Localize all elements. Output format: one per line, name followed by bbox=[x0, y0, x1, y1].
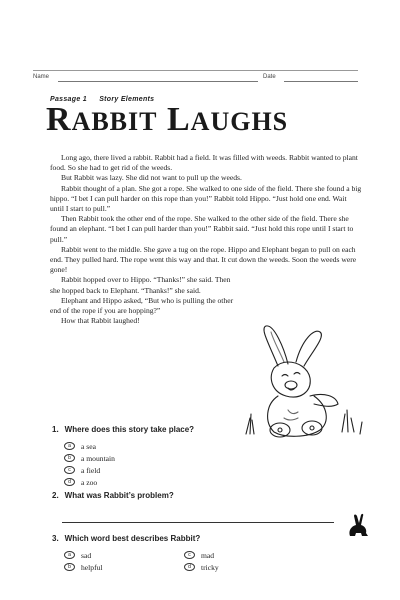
answer-option[interactable]: b helpful bbox=[64, 561, 103, 573]
story-paragraph: How that Rabbit laughed! bbox=[61, 316, 140, 326]
story-text bbox=[50, 153, 362, 326]
answer-option[interactable]: d a zoo bbox=[64, 476, 115, 488]
story-paragraph: Elephant and Hippo asked, “But who is pulling the other end of the rope if you are hopping?” bbox=[50, 295, 234, 316]
passage-number: Passage 1 bbox=[50, 96, 87, 103]
story-paragraph: Rabbit went to the middle. She gave a tug on the rope. Hippo and Elephant began to pull on each end. They pulled hard. The rope went this way and that. It cut down the weeds. Soon the weeds were gone! bbox=[50, 244, 357, 275]
question-1-options bbox=[64, 440, 115, 488]
question-3: 3. Which word best describes Rabbit? bbox=[52, 534, 201, 543]
answer-bubble[interactable]: b bbox=[64, 563, 75, 571]
answer-bubble[interactable]: b bbox=[64, 454, 75, 462]
question-3-options-right bbox=[184, 549, 219, 573]
story-paragraph: Then Rabbit took the other end of the rope. She walked to the other side of the field. There she found an elephant. “I bet I can pull harder than you!” Rabbit said. “Just hold this rope until I start to pull.” bbox=[50, 214, 354, 244]
story-paragraph: Rabbit thought of a plan. She got a rope. She walked to one side of the field. There she found a big hippo. “I bet I can pull harder on this rope than you!” Rabbit told Hippo. “Just hold one end. Wait until I start to pull.” bbox=[50, 183, 362, 214]
passage-topic: Story Elements bbox=[99, 96, 155, 103]
answer-line[interactable] bbox=[62, 522, 334, 523]
name-label: Name bbox=[33, 74, 50, 80]
date-field-line[interactable] bbox=[284, 81, 358, 82]
answer-option[interactable]: b a mountain bbox=[64, 452, 115, 464]
answer-option[interactable]: d tricky bbox=[184, 561, 219, 573]
story-paragraph: Long ago, there lived a rabbit. Rabbit had a field. It was filled with weeds. Rabbit wanted to plant food. So she had to get rid of the weeds. bbox=[50, 153, 358, 173]
question-3-options-left bbox=[64, 549, 103, 573]
answer-option[interactable]: a sad bbox=[64, 549, 103, 561]
answer-bubble[interactable]: a bbox=[64, 442, 75, 450]
story-title: RABBIT LAUGHS bbox=[46, 101, 289, 138]
answer-option[interactable]: c mad bbox=[184, 549, 219, 561]
question-2: 2. What was Rabbit’s problem? bbox=[52, 491, 174, 500]
answer-bubble[interactable]: a bbox=[64, 551, 75, 559]
name-field-line[interactable] bbox=[58, 81, 258, 82]
rabbit-silhouette-icon bbox=[344, 512, 370, 538]
rabbit-illustration bbox=[238, 322, 368, 442]
answer-option[interactable]: a a sea bbox=[64, 440, 115, 452]
story-paragraph: Rabbit hopped over to Hippo. “Thanks!” she said. Then she hopped back to Elephant. “Thanks!” she said. bbox=[50, 275, 231, 295]
answer-bubble[interactable]: d bbox=[184, 563, 195, 571]
answer-bubble[interactable]: c bbox=[64, 466, 75, 474]
header-rule bbox=[33, 70, 358, 71]
question-1: 1. Where does this story take place? bbox=[52, 425, 195, 434]
answer-bubble[interactable]: c bbox=[184, 551, 195, 559]
date-label: Date bbox=[263, 74, 276, 80]
story-paragraph: But Rabbit was lazy. She did not want to pull up the weeds. bbox=[61, 173, 242, 183]
answer-bubble[interactable]: d bbox=[64, 478, 75, 486]
answer-option[interactable]: c a field bbox=[64, 464, 115, 476]
